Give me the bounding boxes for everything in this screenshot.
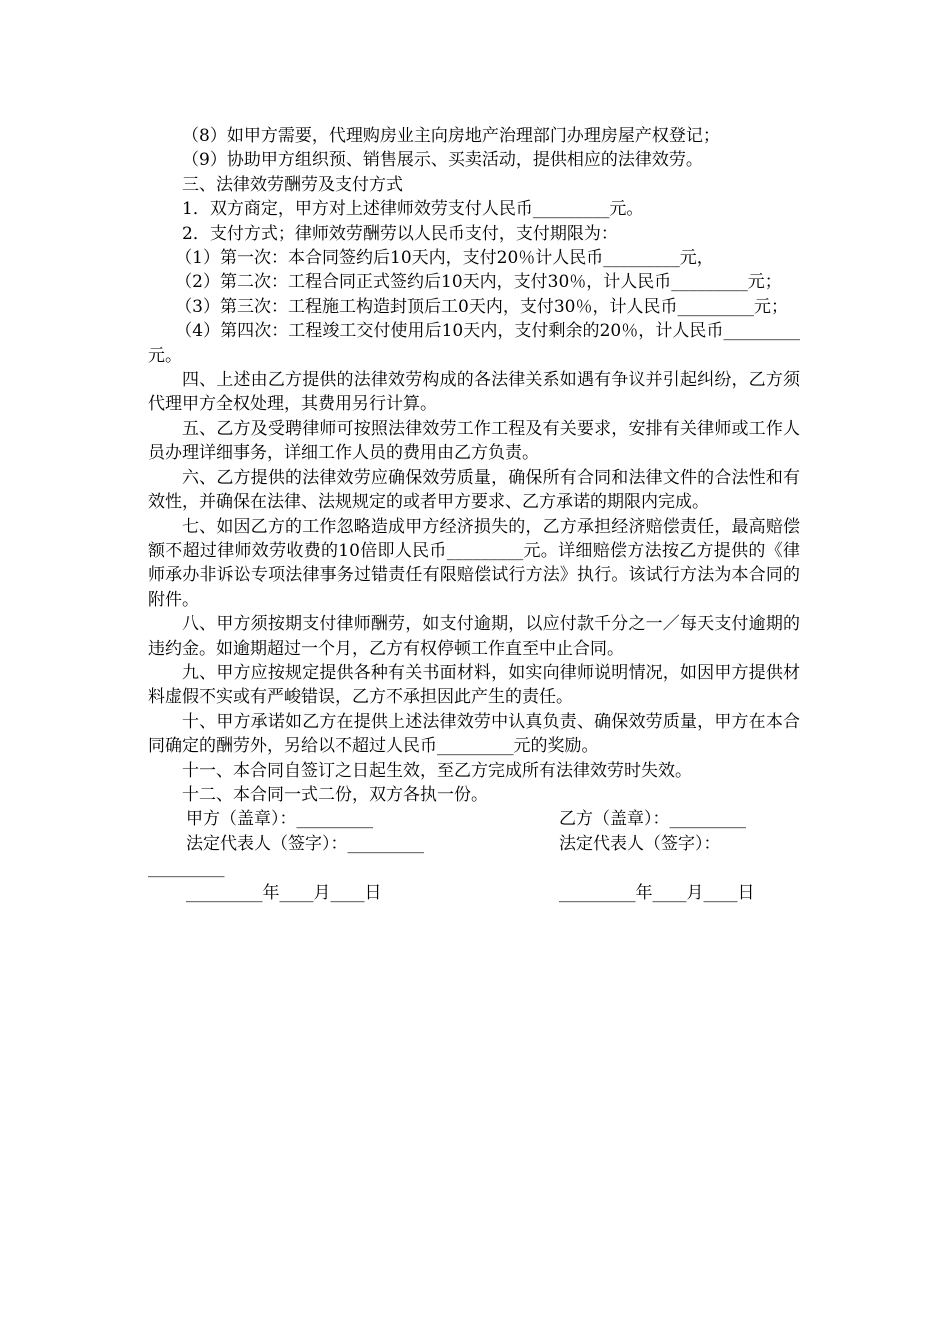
section-3-2: 2．支付方式；律师效劳酬劳以人民币支付，支付期限为：	[182, 223, 618, 244]
party-b-representative: 法定代表人（签字）：	[559, 833, 721, 854]
section-6: 六、乙方提供的法律效劳应确保效劳质量，确保所有合同和法律文件的合法性和有效性，并确保在法律、法规规定的或者甲方要求、乙方承诺的期限内完成。	[148, 467, 800, 513]
section-11: 十一、本合同自签订之日起生效，至乙方完成所有法律效劳时失效。	[182, 760, 692, 781]
item-9: （9）协助甲方组织预、销售展示、买卖活动，提供相应的法律效劳。	[182, 150, 703, 171]
section-8: 八、甲方须按期支付律师酬劳，如支付逾期，以应付款千分之一／每天支付逾期的违约金。如逾期超过一个月，乙方有权停顿工作直至中止合同。	[148, 614, 800, 659]
payment-3: （3）第三次：工程施工构造封顶后工0天内，支付30％，计人民币_________元；	[175, 296, 788, 317]
section-7: 七、如因乙方的工作忽略造成甲方经济损失的，乙方承担经济赔偿责任，最高赔偿额不超过律师效劳收费的10倍即人民币_________元。详细赔偿方法按乙方提供的《律师承办非诉讼专项法律事务过错责任有限赔偿试行方法》执行。该试行方法为本合同的附件。	[148, 516, 800, 610]
section-3-title: 三、法律效劳酬劳及支付方式	[182, 174, 403, 195]
payment-2: （2）第二次：工程合同正式签约后10天内，支付30％，计人民币_________元；	[175, 272, 782, 293]
party-b-representative-blank: _________	[148, 858, 225, 879]
section-3-1: 1．双方商定，甲方对上述律师效劳支付人民币_________元。	[182, 199, 644, 220]
section-9: 九、甲方应按规定提供各种有关书面材料，如实向律师说明情况，如因甲方提供材料虚假不实或有严峻错误，乙方不承担因此产生的责任。	[148, 662, 800, 708]
party-b-seal: 乙方（盖章）：_________	[559, 809, 746, 830]
date-row	[148, 881, 800, 905]
section-10: 十、甲方承诺如乙方在提供上述法律效劳中认真负责、确保效劳质量，甲方在本合同确定的酬劳外，另给以不超过人民币_________元的奖励。	[148, 711, 800, 757]
representative-blank-row	[148, 856, 800, 880]
party-a-representative: 法定代表人（签字）：_________	[186, 833, 424, 854]
party-a-date: _________年____月____日	[186, 882, 382, 903]
party-b-date: _________年____月____日	[559, 882, 755, 903]
contract-page	[148, 124, 800, 905]
seal-row	[148, 807, 800, 831]
payment-4: （4）第四次：工程竣工交付使用后10天内，支付剩余的20％，计人民币_________元。	[148, 321, 800, 366]
payment-1: （1）第一次：本合同签约后10天内，支付20％计人民币_________元，	[175, 248, 714, 269]
section-12: 十二、本合同一式二份，双方各执一份。	[182, 784, 488, 805]
section-5: 五、乙方及受聘律师可按照法律效劳工作工程及有关要求，安排有关律师或工作人员办理详细事务，详细工作人员的费用由乙方负责。	[148, 418, 800, 464]
item-8: （8）如甲方需要，代理购房业主向房地产治理部门办理房屋产权登记；	[182, 126, 720, 146]
section-4: 四、上述由乙方提供的法律效劳构成的各法律关系如遇有争议并引起纠纷，乙方须代理甲方全权处理，其费用另行计算。	[148, 370, 800, 415]
representative-row	[148, 832, 800, 856]
party-a-seal: 甲方（盖章）：_________	[186, 809, 373, 830]
